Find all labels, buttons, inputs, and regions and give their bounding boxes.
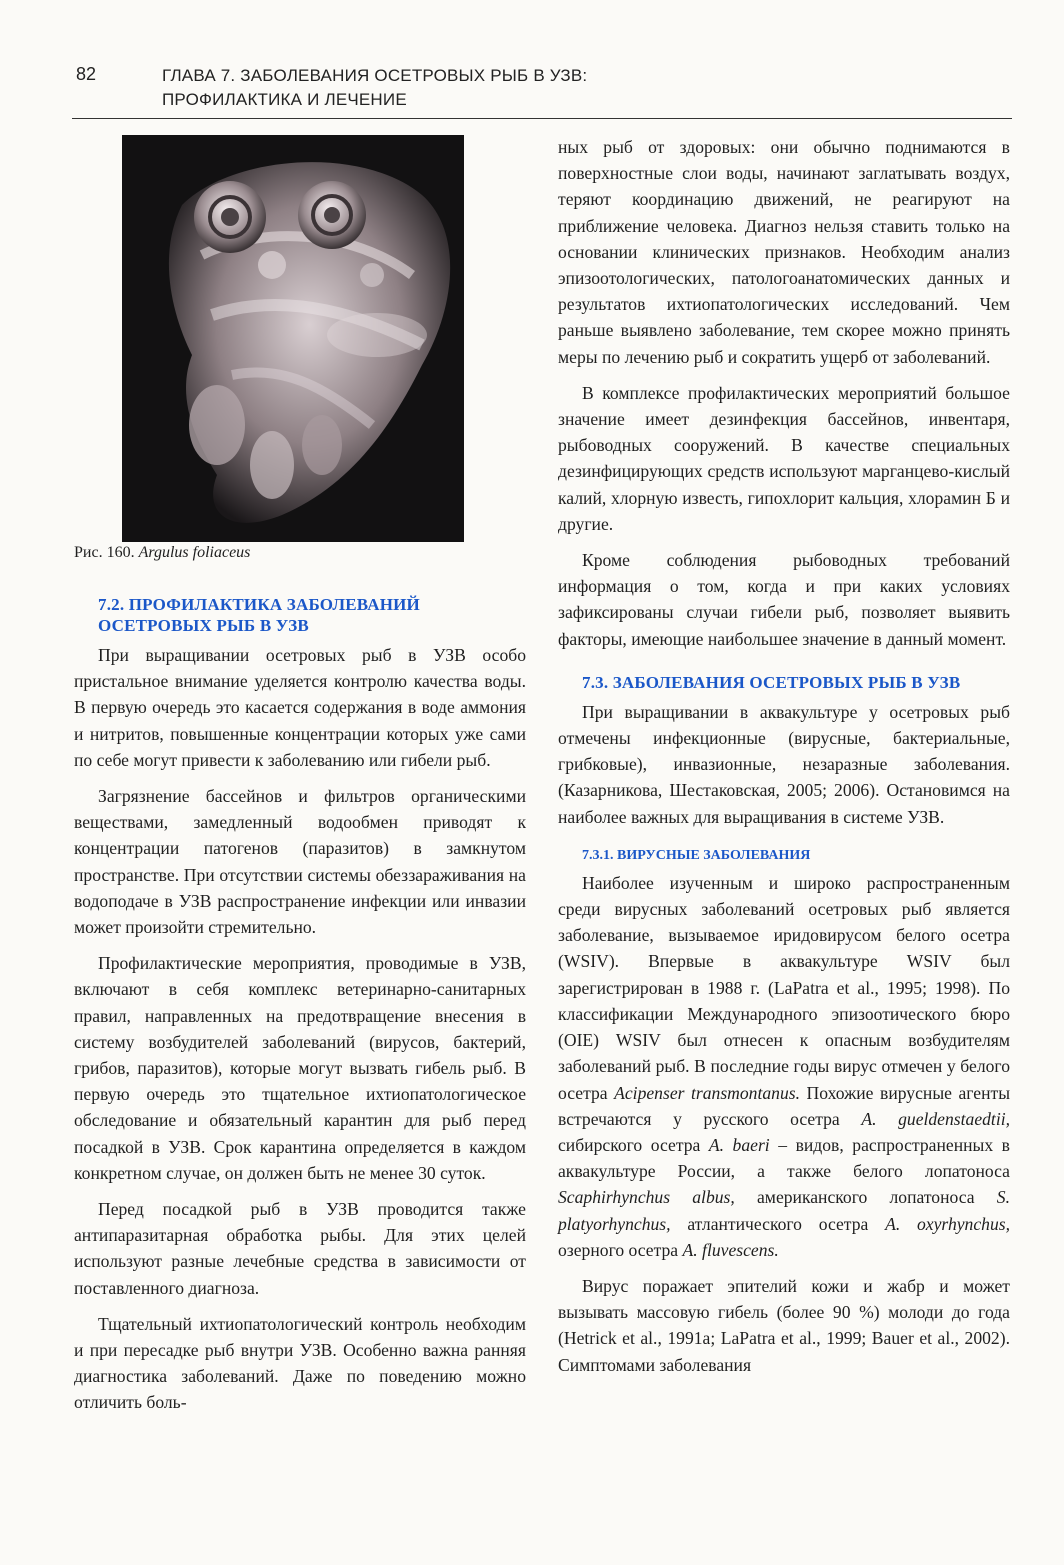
paragraph: Загрязнение бассейнов и фильтров органическими веществами, замедленный водообмен приводят к концентрации патогенов (паразитов) в замкнутом пространстве. При отсутствии системы обеззараживания на водоподаче в УЗВ распространение инфекции или инвазии может произойти стремительно.	[74, 786, 526, 938]
paragraph: Наиболее изученным и широко распространенным среди вирусных заболеваний осетровых рыб является заболевание, вызываемое иридовирусом белого осетра (WSIV). Впервые в аквакультуре WSIV был зарегистрирован в 1988 г. (LaPatra et al., 1995; 1998). По классификации Международного эпизоотического бюро (OIE) WSIV был отнесен к опасным возбудителям заболеваний рыб. В последние годы вирус отмечен у белого осетра Acipenser transmontanus. Похожие вирусные агенты встречаются у русского осетра A. gueldenstaedtii, сибирского осетра A. baeri – видов, распространенных в аквакультуре России, а также белого лопатоноса Scaphirhynchus albus, американского лопатоноса S. platyorhynchus, атлантического осетра A. oxyrhynchus, озерного осетра A. fluvescens.	[558, 872, 1011, 1260]
page-header	[0, 0, 1064, 122]
paragraph: В комплексе профилактических мероприятий большое значение имеет дезинфекция бассейнов, инвентаря, рыбоводных сооружений. В качестве специальных дезинфицирующих средств используют марганцево-кислый калий, хлорную известь, гипохлорит кальция, хлорамин Б и другие.	[558, 382, 1010, 534]
species-name: Acipenser transmontanus.	[614, 1082, 801, 1103]
right-column	[558, 134, 1010, 1388]
chapter-title-line2: ПРОФИЛАКТИКА И ЛЕЧЕНИЕ	[162, 90, 407, 109]
section-7-3-1-heading: 7.3.1. ВИРУСНЫЕ ЗАБОЛЕВАНИЯ	[582, 847, 811, 863]
paragraph: Кроме соблюдения рыбоводных требований информация о том, когда и при каких условиях зафиксированы случаи гибели рыб, позволяет выявить факторы, имеющие наибольшее значение в данный момент.	[558, 550, 1010, 649]
species-name: S. platyorhynchus,	[558, 1187, 1010, 1234]
section-7-3-heading: 7.3. ЗАБОЛЕВАНИЯ ОСЕТРОВЫХ РЫБ В УЗВ	[582, 672, 961, 692]
paragraph: ных рыб от здоровых: они обычно поднимаются в поверхностные слои воды, начинают заглатывать воздух, теряют координацию движений, не реагируют на приближение человека. Диагноз нельзя ставить только на основании клинических признаков. Необходим анализ эпизоотологических, патологоанатомических данных и результатов ихтиопатологических исследований. Чем раньше выявлено заболевание, тем скорее можно принять меры по лечению рыб и сократить ущерб от заболеваний.	[558, 137, 1010, 367]
paragraph: При выращивании в аквакультуре у осетровых рыб отмечены инфекционные (вирусные, бактериальные, грибковые), инвазионные, незаразные заболевания. (Казарникова, Шестаковская, 2005; 2006). Остановимся на наиболее важных для выращивания в системе УЗВ.	[558, 701, 1010, 827]
species-name: A. oxyrhynchus,	[885, 1213, 1010, 1234]
paragraph: При выращивании осетровых рыб в УЗВ особо пристальное внимание уделяется контролю качества воды. В первую очередь это касается содержания в воде аммония и нитритов, повышенные концентрации которых уже сами по себе могут привести к заболеванию или гибели рыб.	[74, 645, 526, 770]
paragraph: Перед посадкой рыб в УЗВ проводится также антипаразитарная обработка рыбы. Для этих целей используют разные лечебные средства в зависимости от поставленного диагноза.	[74, 1199, 526, 1298]
header-rule	[72, 118, 1012, 119]
chapter-title-line1: ГЛАВА 7. ЗАБОЛЕВАНИЯ ОСЕТРОВЫХ РЫБ В УЗВ:	[162, 66, 588, 85]
paragraph: Тщательный ихтиопатологический контроль необходим и при пересадке рыб внутри УЗВ. Особенно важна ранняя диагностика заболеваний. Даже по поведению можно отличить боль-	[74, 1313, 526, 1413]
species-name: A. fluvescens.	[682, 1239, 779, 1260]
figure-caption: Рис. 160. Argulus foliaceus	[74, 544, 251, 561]
page-number: 82	[76, 64, 97, 84]
species-name: A. gueldenstaedtii,	[861, 1108, 1010, 1129]
species-name: A. baeri	[708, 1134, 770, 1155]
left-column	[74, 132, 526, 1426]
section-7-2-heading: 7.2. ПРОФИЛАКТИКА ЗАБОЛЕВАНИЙ ОСЕТРОВЫХ РЫБ В УЗВ	[98, 595, 420, 635]
species-name: Scaphirhynchus albus,	[558, 1187, 735, 1208]
argulus-illustration	[122, 135, 464, 542]
paragraph: Профилактические мероприятия, проводимые в УЗВ, включают в себя комплекс ветеринарно-санитарных правил, направленных на предотвращение внесения в систему возбудителей заболеваний (вирусов, бактерий, грибов, паразитов), которые могут вызвать гибель рыб. В первую очередь это тщательное ихтиопатологическое обследование и обязательный карантин для рыб перед посадкой в УЗВ. Срок карантина определяется в каждом конкретном случае, он должен быть не менее 30 суток.	[74, 953, 526, 1183]
caption-species: Argulus foliaceus	[138, 544, 251, 561]
paragraph: Вирус поражает эпителий кожи и жабр и может вызывать массовую гибель (более 90 %) молоди до года (Hetrick et al., 1991a; LaPatra et al., 1999; Bauer et al., 2002). Симптомами заболевания	[558, 1275, 1010, 1375]
figure-argulus-photo	[122, 135, 464, 542]
chapter-title	[162, 64, 587, 112]
